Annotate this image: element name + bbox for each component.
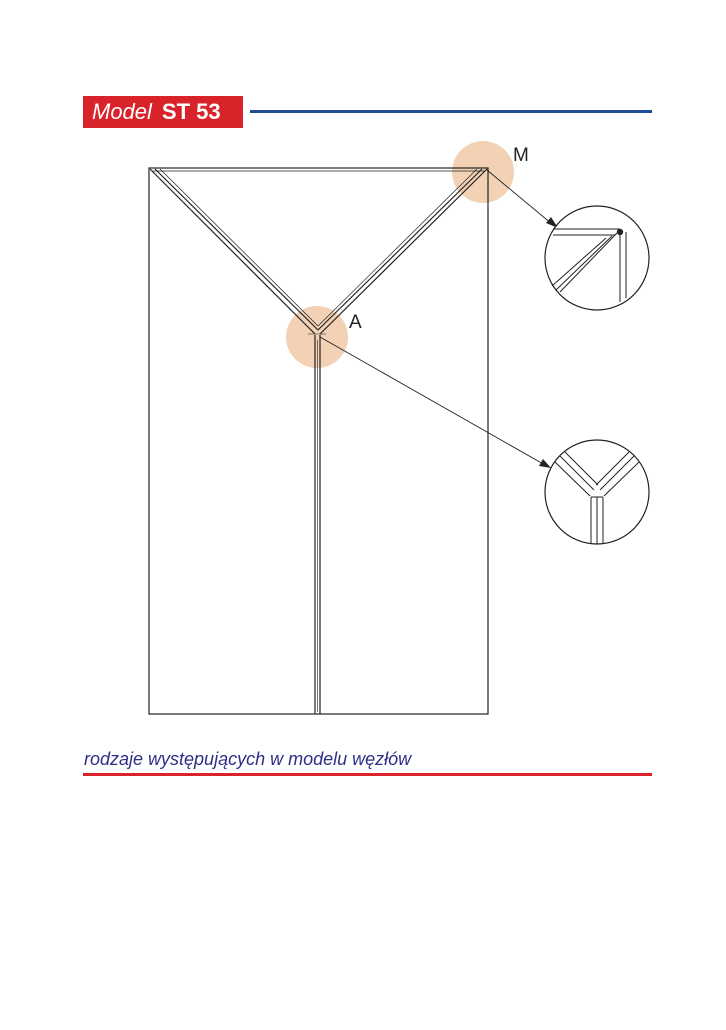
arrowhead-a (539, 459, 551, 468)
caption: rodzaje występujących w modelu węzłów (84, 749, 412, 769)
detail-m (545, 206, 649, 310)
node-a-label: A (349, 312, 362, 333)
leader-a (320, 337, 545, 465)
door-frame (149, 168, 488, 714)
node-m-label: M (513, 145, 529, 166)
detail-a (545, 440, 649, 544)
model-label: Model (92, 99, 152, 124)
model-code: ST 53 (161, 99, 221, 124)
caption-rule (83, 773, 652, 776)
